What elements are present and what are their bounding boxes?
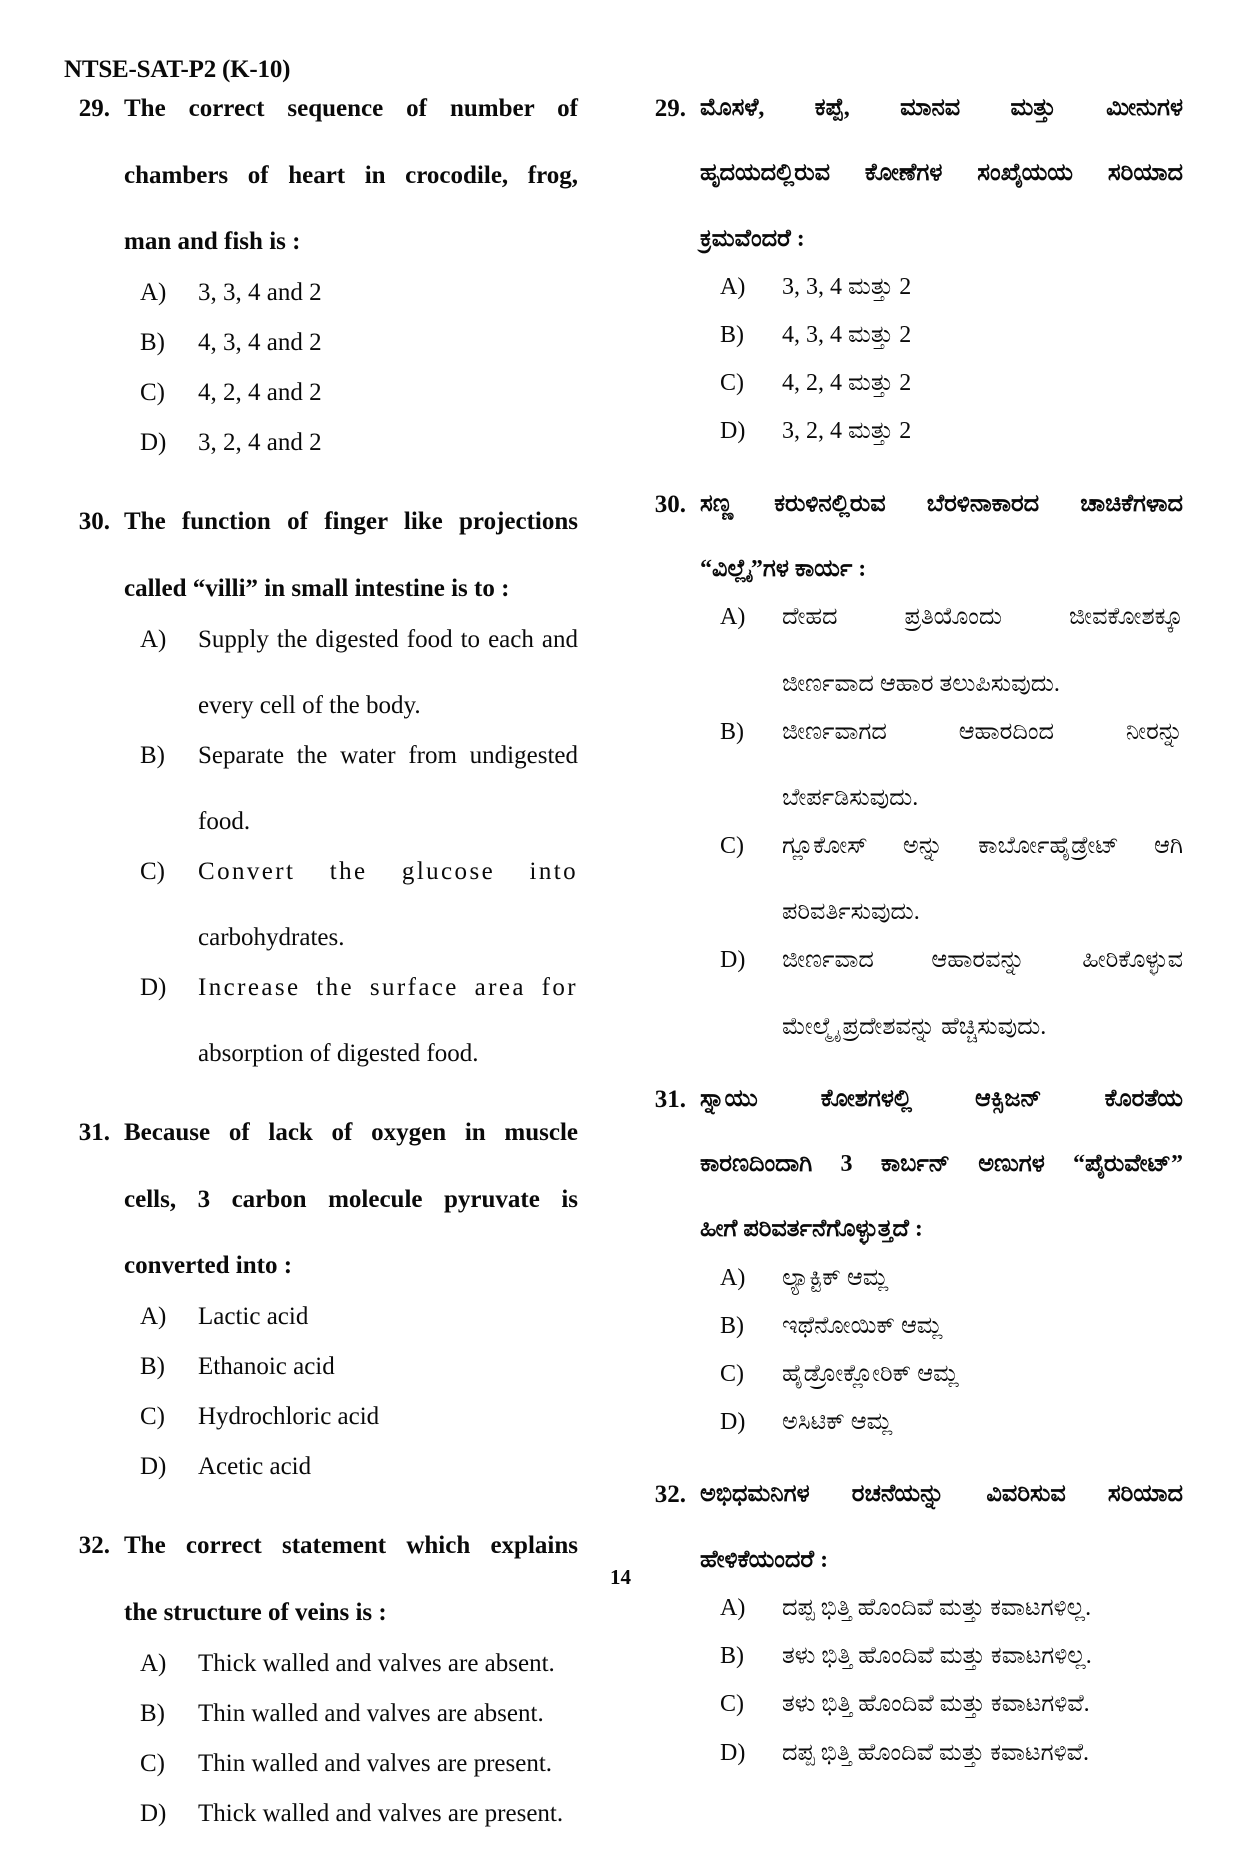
- option-item[interactable]: [124, 376, 578, 409]
- option-letter: D): [140, 1453, 167, 1481]
- question-stem: [700, 92, 1183, 255]
- stem-line: man and fish is :: [124, 228, 301, 255]
- option-line: Separate the water from undigested: [198, 742, 578, 769]
- option-letter: C): [720, 370, 744, 397]
- option-letter: D): [720, 1409, 746, 1436]
- question-block: [636, 92, 1183, 464]
- option-letter: C): [140, 1750, 165, 1777]
- option-item[interactable]: [124, 1797, 578, 1830]
- option-letter: C): [140, 1403, 165, 1431]
- stem-line: ಮೊಸಳೆ, ಕಪ್ಪೆ, ಮಾನವ ಮತ್ತು ಮೀನುಗಳ: [700, 95, 1183, 121]
- stem-line: Because of lack of oxygen in muscle: [124, 1119, 578, 1146]
- option-text: [782, 1406, 1183, 1439]
- question-body: [124, 505, 578, 1087]
- english-column: [0, 92, 600, 1876]
- option-text: [782, 271, 1183, 304]
- option-item[interactable]: [700, 1640, 1183, 1673]
- question-block: [62, 92, 578, 476]
- option-letter: D): [140, 1800, 167, 1827]
- option-item[interactable]: [700, 1737, 1183, 1770]
- option-letter: C): [140, 858, 165, 885]
- option-text: [782, 601, 1183, 700]
- option-text: [782, 1737, 1183, 1770]
- option-item[interactable]: [700, 1262, 1183, 1295]
- stem-line: ಹೀಗೆ ಪರಿವರ್ತನೆಗೊಳ್ಳುತ್ತದೆ :: [700, 1216, 923, 1243]
- option-line: ದಪ್ಪ ಭಿತ್ತಿ ಹೊಂದಿವೆ ಮತ್ತು ಕವಾಟಗಳಿಲ್ಲ.: [782, 1595, 1092, 1622]
- option-line: every cell of the body.: [198, 692, 421, 719]
- option-line: 4, 2, 4 and 2: [198, 379, 322, 407]
- option-item[interactable]: [700, 1406, 1183, 1439]
- question-stem: [700, 488, 1183, 586]
- option-text: [198, 426, 578, 459]
- option-text: [782, 1640, 1183, 1673]
- option-line: Acetic acid: [198, 1453, 312, 1481]
- option-list: [700, 1262, 1183, 1439]
- question-block: [636, 488, 1183, 1059]
- option-letter: B): [720, 322, 744, 349]
- option-item[interactable]: [700, 830, 1183, 929]
- option-letter: B): [720, 718, 744, 745]
- option-line: 3, 3, 4 and 2: [198, 279, 322, 307]
- question-number: 29.: [654, 95, 686, 122]
- question-body: [700, 488, 1183, 1059]
- option-line: ದೇಹದ ಪ್ರತಿಯೊಂದು ಜೀವಕೋಶಕ್ಕೂ: [782, 604, 1183, 631]
- option-item[interactable]: [700, 415, 1183, 448]
- option-text: [782, 1310, 1183, 1343]
- option-line: 4, 2, 4 ಮತ್ತು 2: [782, 370, 912, 397]
- question-block: [62, 505, 578, 1087]
- option-line: ಅಸಿಟಿಕ್ ಆಮ್ಲ: [782, 1409, 893, 1436]
- option-letter: A): [140, 1303, 167, 1331]
- option-item[interactable]: [124, 326, 578, 359]
- stem-line: “ವಿಲ್ಲೈ”ಗಳ ಕಾರ್ಯ :: [700, 555, 867, 582]
- option-line: Thick walled and valves are absent.: [198, 1650, 555, 1677]
- option-line: 3, 2, 4 and 2: [198, 429, 322, 457]
- question-body: [700, 1478, 1183, 1784]
- option-line: Lactic acid: [198, 1303, 309, 1331]
- option-text: [782, 830, 1183, 929]
- question-stem: [700, 1478, 1183, 1576]
- option-letter: B): [720, 1312, 744, 1339]
- option-letter: B): [720, 1643, 744, 1670]
- question-number: 30.: [654, 490, 686, 518]
- option-line: ಹೈಡ್ರೋಕ್ಲೋರಿಕ್ ಆಮ್ಲ: [782, 1361, 959, 1388]
- option-line: 3, 3, 4 ಮತ್ತು 2: [782, 274, 912, 301]
- option-letter: D): [720, 947, 746, 974]
- option-letter: D): [720, 1739, 746, 1766]
- option-letter: B): [140, 1353, 165, 1381]
- option-text: [198, 276, 578, 309]
- option-text: [198, 376, 578, 409]
- option-item[interactable]: [700, 1592, 1183, 1625]
- option-list: [700, 601, 1183, 1043]
- question-stem: [124, 505, 578, 605]
- question-stem: [124, 92, 578, 258]
- stem-line: converted into :: [124, 1252, 293, 1279]
- option-item[interactable]: [700, 716, 1183, 815]
- option-text: [782, 1358, 1183, 1391]
- option-letter: B): [140, 742, 165, 769]
- question-body: [124, 1116, 578, 1500]
- kannada-column: [600, 92, 1241, 1809]
- option-text: [198, 1797, 578, 1830]
- option-text: [198, 1400, 578, 1433]
- option-letter: C): [720, 1691, 744, 1718]
- question-stem: [700, 1083, 1183, 1246]
- option-letter: C): [720, 833, 744, 860]
- option-item[interactable]: [124, 1747, 578, 1780]
- option-line: ಮೇಲ್ಮೈ ಪ್ರದೇಶವನ್ನು ಹೆಚ್ಚಿಸುವುದು.: [782, 1013, 1047, 1040]
- option-letter: B): [140, 329, 165, 357]
- stem-line: cells, 3 carbon molecule pyruvate is: [124, 1185, 578, 1213]
- option-item[interactable]: [700, 319, 1183, 352]
- option-text: [198, 739, 578, 838]
- stem-line: ಸ್ನಾಯು ಕೋಶಗಳಲ್ಲಿ ಆಕ್ಸಿಜನ್ ಕೊರತೆಯ: [700, 1085, 1183, 1112]
- stem-line: ಹೇಳಿಕೆಯಂದರೆ :: [700, 1546, 829, 1573]
- two-column-body: [0, 92, 1241, 1876]
- stem-line: The function of finger like projections: [124, 508, 578, 536]
- option-item[interactable]: [124, 1350, 578, 1383]
- stem-line: ಅಭಿಧಮನಿಗಳ ರಚನೆಯನ್ನು ವಿವರಿಸುವ ಸರಿಯಾದ: [700, 1481, 1183, 1508]
- option-line: carbohydrates.: [198, 924, 345, 951]
- option-text: [198, 1697, 578, 1730]
- option-list: [124, 1300, 578, 1483]
- option-line: Hydrochloric acid: [198, 1403, 380, 1431]
- option-line: Supply the digested food to each and: [198, 626, 578, 653]
- stem-line: ಕಾರಣದಿಂದಾಗಿ 3 ಕಾರ್ಬನ್ ಅಣುಗಳ “ಪೈರುವೇಟ್”: [700, 1151, 1183, 1177]
- option-letter: A): [140, 279, 167, 307]
- option-item[interactable]: [124, 1647, 578, 1680]
- option-item[interactable]: [700, 271, 1183, 304]
- option-text: [782, 319, 1183, 352]
- option-text: [782, 944, 1183, 1043]
- option-line: ತಳು ಭಿತ್ತಿ ಹೊಂದಿವೆ ಮತ್ತು ಕವಾಟಗಳಿವೆ.: [782, 1691, 1090, 1718]
- question-block: [636, 1478, 1183, 1784]
- option-text: [782, 367, 1183, 400]
- option-line: ಜೀರ್ಣವಾಗದ ಆಹಾರದಿಂದ ನೀರನ್ನು: [782, 718, 1183, 745]
- option-item[interactable]: [124, 1300, 578, 1333]
- option-line: Thin walled and valves are absent.: [198, 1700, 544, 1727]
- option-letter: C): [720, 1361, 744, 1388]
- stem-line: called “villi” in small intestine is to :: [124, 574, 510, 602]
- option-text: [198, 1747, 578, 1780]
- stem-line: ಹೃದಯದಲ್ಲಿರುವ ಕೋಣೆಗಳ ಸಂಖೈಯಯ ಸರಿಯಾದ: [700, 160, 1183, 187]
- option-list: [700, 1592, 1183, 1769]
- option-letter: A): [720, 1264, 746, 1291]
- option-list: [124, 623, 578, 1070]
- option-text: [782, 716, 1183, 815]
- option-line: Thick walled and valves are present.: [198, 1800, 564, 1827]
- question-number: 31.: [654, 1085, 686, 1113]
- option-item[interactable]: [124, 1697, 578, 1730]
- option-line: ಪರಿವರ್ತಿಸುವುದು.: [782, 899, 920, 926]
- option-text: [198, 1450, 578, 1483]
- option-line: Increase the surface area for: [198, 974, 578, 1001]
- stem-line: The correct sequence of number of: [124, 95, 578, 122]
- option-list: [700, 271, 1183, 448]
- option-letter: D): [140, 974, 167, 1001]
- option-line: Thin walled and valves are present.: [198, 1750, 553, 1777]
- question-number: 32.: [78, 1532, 110, 1560]
- option-item[interactable]: [700, 1688, 1183, 1721]
- page-header-code: NTSE-SAT-P2 (K-10): [64, 56, 291, 83]
- option-text: [782, 1592, 1183, 1625]
- question-block: [62, 1116, 578, 1500]
- option-line: ಲ್ಯಾಕ್ಟಿಕ್ ಆಮ್ಲ: [782, 1264, 889, 1291]
- option-text: [198, 623, 578, 722]
- option-line: ದಪ್ಪ ಭಿತ್ತಿ ಹೊಂದಿವೆ ಮತ್ತು ಕವಾಟಗಳಿವೆ.: [782, 1739, 1090, 1766]
- question-body: [700, 1083, 1183, 1455]
- option-text: [198, 1647, 578, 1680]
- stem-line: The correct statement which explains: [124, 1532, 578, 1560]
- option-line: ಗ್ಲೂಕೋಸ್ ಅನ್ನು ಕಾರ್ಬೋಹೈಡ್ರೇಟ್ ಆಗಿ: [782, 833, 1183, 860]
- option-text: [198, 971, 578, 1070]
- option-line: Convert the glucose into: [198, 858, 578, 885]
- option-item[interactable]: [700, 1310, 1183, 1343]
- stem-line: ಸಣ್ಣ ಕರುಳಿನಲ್ಲಿರುವ ಬೆರಳಿನಾಕಾರದ ಚಾಚಿಕೆಗಳಾದ: [700, 490, 1183, 517]
- option-item[interactable]: [700, 944, 1183, 1043]
- option-text: [198, 855, 578, 954]
- option-letter: A): [720, 604, 746, 631]
- question-number: 31.: [78, 1119, 110, 1146]
- option-list: [124, 1647, 578, 1830]
- option-line: ಜೀರ್ಣವಾದ ಆಹಾರ ತಲುಪಿಸುವುದು.: [782, 670, 1060, 697]
- option-item[interactable]: [124, 1400, 578, 1433]
- option-line: 4, 3, 4 ಮತ್ತು 2: [782, 322, 912, 349]
- option-text: [782, 1262, 1183, 1295]
- option-line: Ethanoic acid: [198, 1353, 335, 1381]
- option-text: [782, 1688, 1183, 1721]
- option-item[interactable]: [124, 1450, 578, 1483]
- option-line: food.: [198, 808, 251, 835]
- option-item[interactable]: [124, 426, 578, 459]
- option-letter: B): [140, 1700, 165, 1727]
- stem-line: chambers of heart in crocodile, frog,: [124, 161, 578, 189]
- option-letter: A): [140, 626, 167, 653]
- question-body: [700, 92, 1183, 464]
- option-item[interactable]: [124, 855, 578, 954]
- option-text: [198, 1350, 578, 1383]
- option-text: [782, 415, 1183, 448]
- question-body: [124, 92, 578, 476]
- option-letter: A): [720, 1595, 746, 1622]
- stem-line: the structure of veins is :: [124, 1598, 387, 1626]
- option-item[interactable]: [124, 276, 578, 309]
- option-line: 4, 3, 4 and 2: [198, 329, 322, 357]
- option-line: ಇಥೆನೋಯಿಕ್ ಆಮ್ಲ: [782, 1312, 943, 1339]
- question-stem: [124, 1116, 578, 1282]
- option-letter: A): [140, 1650, 167, 1677]
- option-list: [124, 276, 578, 459]
- option-line: ತಳು ಭಿತ್ತಿ ಹೊಂದಿವೆ ಮತ್ತು ಕವಾಟಗಳಿಲ್ಲ.: [782, 1643, 1092, 1670]
- option-item[interactable]: [124, 739, 578, 838]
- option-letter: A): [720, 274, 746, 301]
- question-number: 29.: [78, 95, 110, 122]
- question-block: [636, 1083, 1183, 1455]
- option-text: [198, 326, 578, 359]
- option-letter: C): [140, 379, 165, 407]
- question-number: 32.: [654, 1481, 686, 1509]
- question-number: 30.: [78, 508, 110, 536]
- option-line: 3, 2, 4 ಮತ್ತು 2: [782, 418, 912, 445]
- option-letter: D): [720, 418, 746, 445]
- option-line: ಜೀರ್ಣವಾದ ಆಹಾರವನ್ನು ಹೀರಿಕೊಳ್ಳುವ: [782, 947, 1183, 974]
- option-letter: D): [140, 429, 167, 457]
- option-item[interactable]: [700, 601, 1183, 700]
- option-text: [198, 1300, 578, 1333]
- option-item[interactable]: [700, 1358, 1183, 1391]
- stem-line: ಕ್ರಮವೆಂದರೆ :: [700, 225, 805, 252]
- option-item[interactable]: [700, 367, 1183, 400]
- option-item[interactable]: [124, 971, 578, 1070]
- page-number: 14: [610, 1565, 631, 1589]
- option-item[interactable]: [124, 623, 578, 722]
- option-line: absorption of digested food.: [198, 1040, 479, 1067]
- option-line: ಬೇರ್ಪಡಿಸುವುದು.: [782, 784, 919, 811]
